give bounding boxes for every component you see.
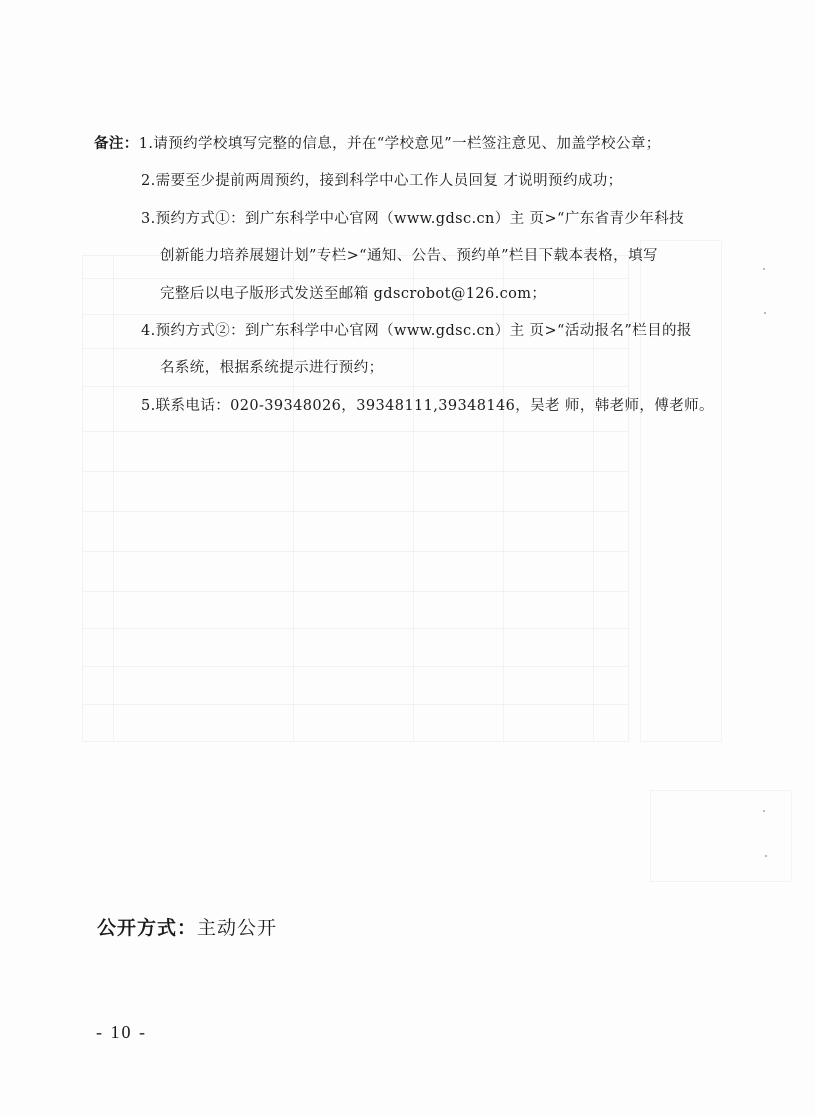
- bleed-through-box: [650, 790, 792, 882]
- scan-speck: [763, 268, 765, 270]
- note-item-1: [94, 134, 661, 154]
- note-item-4: [141, 321, 692, 341]
- note-item-2: [141, 171, 623, 191]
- disclosure-line: [97, 915, 277, 941]
- disclosure-label: 公开方式：: [97, 917, 198, 939]
- bleed-through-box: [640, 240, 722, 742]
- scan-speck: [764, 312, 766, 314]
- note-text: 4.预约方式②：到广东科学中心官网（www.gdsc.cn）主 页>“活动报名”栏目的报: [141, 323, 692, 339]
- note-item-5: [141, 396, 714, 416]
- note-text: 2.需要至少提前两周预约，接到科学中心工作人员回复 才说明预约成功；: [141, 173, 623, 189]
- note-text: 1.请预约学校填写完整的信息，并在“学校意见”一栏签注意见、加盖学校公章；: [138, 136, 661, 152]
- scan-speck: [765, 855, 767, 857]
- note-text: 创新能力培养展翅计划”专栏>“通知、公告、预约单”栏目下载本表格，填写: [160, 248, 658, 264]
- scan-speck: [763, 810, 765, 812]
- disclosure-value: 主动公开: [197, 917, 278, 939]
- note-text: 名系统，根据系统提示进行预约；: [160, 360, 384, 376]
- note-item-3-continued: [160, 246, 658, 266]
- note-item-3: [141, 209, 684, 229]
- note-text: 3.预约方式①：到广东科学中心官网（www.gdsc.cn）主 页>“广东省青少年科技: [141, 211, 685, 227]
- note-item-3-continued: [160, 284, 546, 304]
- note-text: 5.联系电话：020-39348026，39348111,39348146，吴老 师，韩老师，傅老师。: [141, 398, 714, 414]
- note-item-4-continued: [160, 358, 384, 378]
- page-number: - 10 -: [96, 1022, 147, 1042]
- notes-label: 备注：: [94, 135, 139, 152]
- note-text: 完整后以电子版形式发送至邮箱 gdscrobot@126.com；: [160, 286, 547, 302]
